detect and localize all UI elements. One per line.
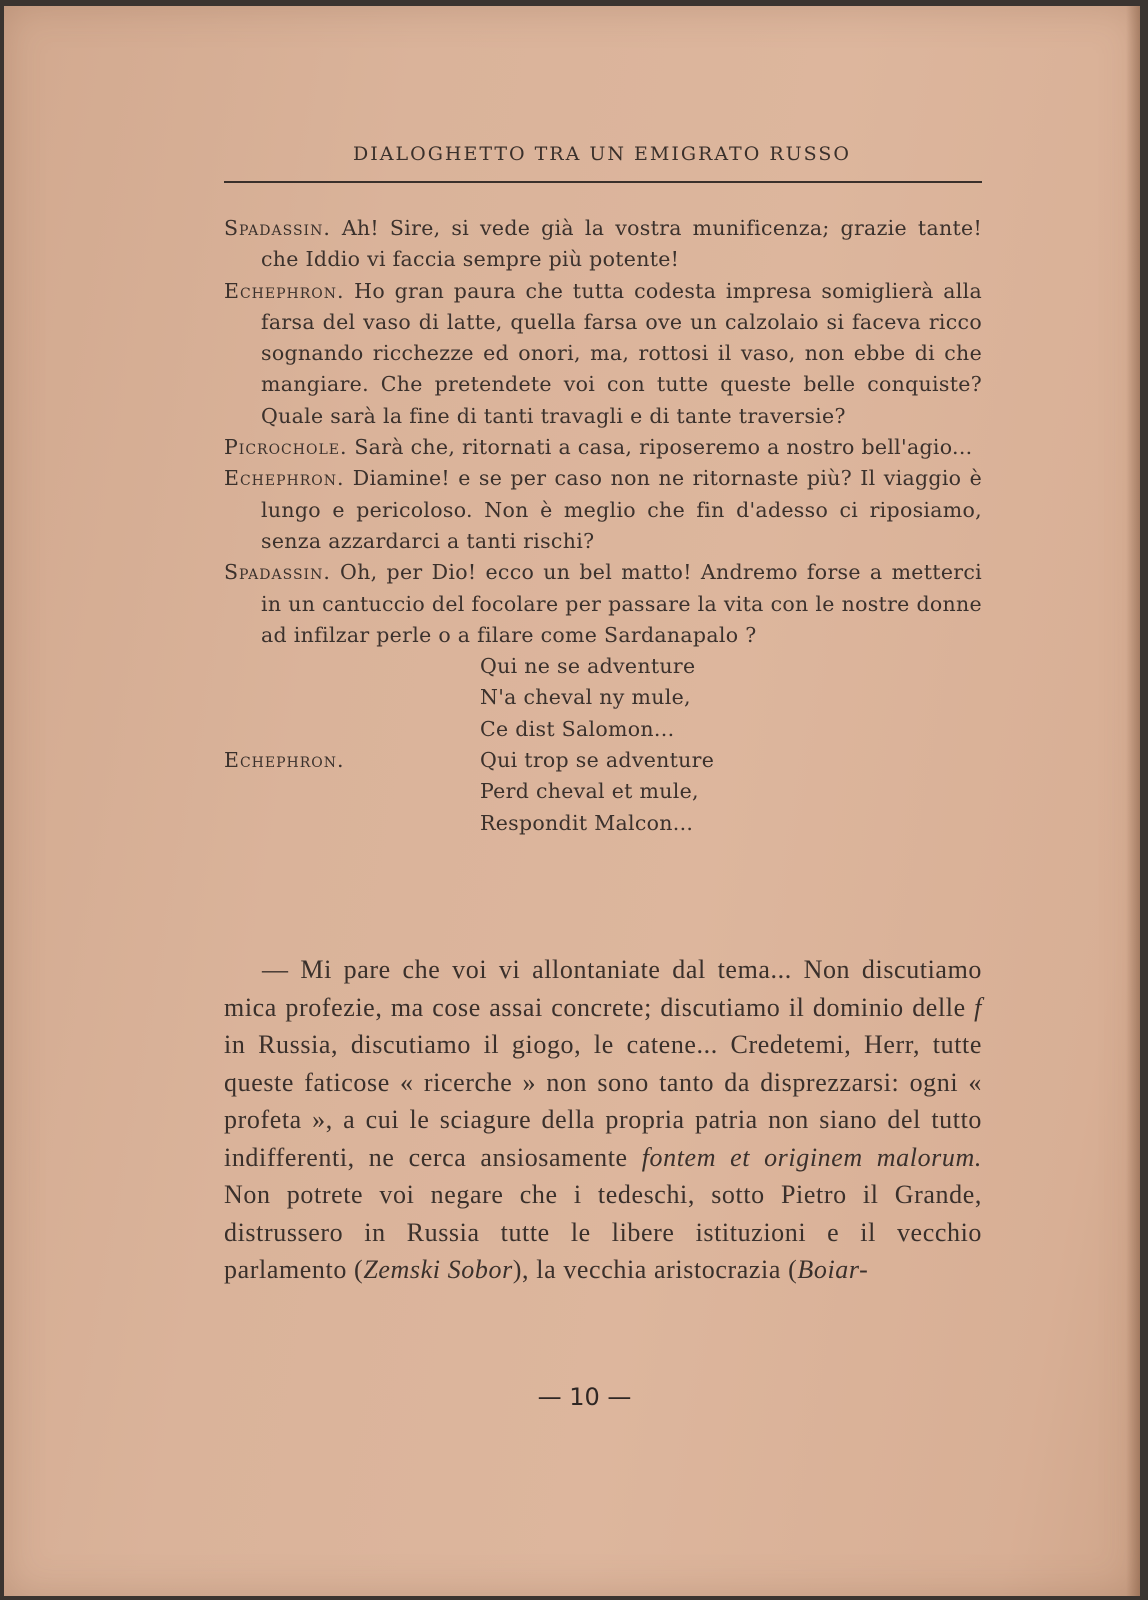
speaker-name: Spadassin.	[224, 560, 331, 585]
speech-text: Ah! Sire, si vede già la vostra munificenza; grazie tante! che Iddio vi faccia sempre più potente!	[261, 216, 982, 272]
speech-5	[224, 557, 982, 651]
verse-line: Perd cheval et mule,	[480, 779, 699, 804]
speech-text: Ho gran paura che tutta codesta impresa somiglierà alla farsa del vaso di latte, quella farsa ove un calzolaio si faceva ricco sognando ricchezze ed onori, ma, rottosi il vaso, non ebbe di che mangiare. Che pretendete voi con tutte queste belle conquiste? Quale sarà la fine di tanti travagli e di tante traversie?	[261, 278, 982, 428]
speaker-name: Picrochole.	[224, 435, 348, 460]
speaker-name: Echephron.	[224, 466, 345, 491]
speech-1	[224, 213, 982, 276]
speech-2	[224, 276, 982, 432]
verse-line: N'a cheval ny mule,	[480, 685, 691, 710]
speaker-name: Spadassin.	[224, 216, 331, 240]
verse-line: Echephron. Qui trop se adventure	[224, 745, 982, 776]
header-rule	[224, 181, 982, 183]
speech-text: Oh, per Dio! ecco un bel matto! Andremo forse a metterci in un cantuccio del focolare per passare la vita con le nostre donne ad infilzar perle o a filare come Sardanapalo ?	[261, 560, 982, 647]
dialogue-block	[224, 213, 982, 839]
speech-3	[224, 432, 982, 463]
speech-text: Sarà che, ritornati a casa, riposeremo a nostro bell'agio...	[354, 435, 973, 460]
page-number: — 10 —	[537, 1383, 632, 1411]
verse-line: Qui ne se adventure	[480, 654, 696, 679]
verse-speaker: Echephron.	[224, 748, 345, 773]
speech-4	[224, 463, 982, 557]
speaker-name: Echephron.	[224, 278, 345, 303]
verse-line: Respondit Malcon...	[480, 810, 694, 835]
running-head: DIALOGHETTO TRA UN EMIGRATO RUSSO	[353, 143, 851, 165]
book-page	[4, 6, 1140, 1596]
verse-line: Ce dist Salomon...	[480, 716, 675, 741]
prose-paragraph: — Mi pare che voi vi allontaniate dal tema... Non discutiamo mica profezie, ma cose assai concrete; discutiamo il dominio delle f in Russia, discutiamo il giogo, le catene... Credetemi, Herr, tutte queste faticose « ricerche » non sono tanto da disprezzarsi: ogni « profeta », a cui le sciagure della propria patria non siano del tutto indifferenti, ne cerca ansiosamente fontem et originem malorum. Non potrete voi negare che i tedeschi, sotto Pietro il Grande, distrussero in Russia tutte le libere istituzioni e il vecchio parlamento (Zemski Sobor), la vecchia aristocrazia (Boiar-	[224, 955, 982, 1284]
speech-text: Diamine! e se per caso non ne ritornaste più? Il viaggio è lungo e pericoloso. Non è meglio che fin d'adesso ci riposiamo, senza azzardarci a tanti rischi?	[261, 466, 982, 553]
